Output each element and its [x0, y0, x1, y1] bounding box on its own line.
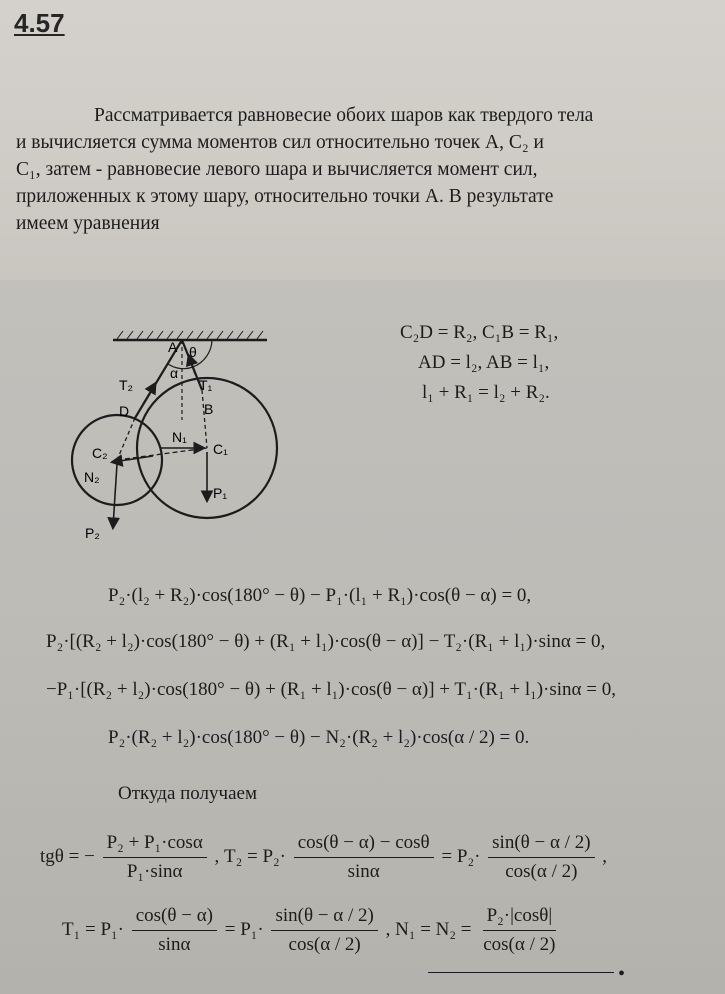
equation-4: P₂·(R₂ + l₂)·cos(180° − θ) − N₂·(R₂ + l₂)·cos(α / 2) = 0.: [108, 727, 530, 748]
t2-lhs: , T₂ = P₂·: [214, 845, 286, 867]
tg-lhs: tgθ = −: [40, 845, 95, 867]
t1-fraction-2: [271, 905, 377, 956]
label-B: B: [204, 401, 214, 417]
t1-numerator-1: cos(θ − α): [132, 905, 217, 931]
otkuda-label: Откуда получаем: [118, 783, 257, 804]
end-dot: •: [618, 963, 626, 985]
t2-fraction-2: [488, 832, 594, 883]
t2-end: ,: [602, 845, 608, 867]
t1-fraction-1: [132, 905, 217, 956]
label-theta: θ: [189, 344, 197, 360]
problem-number: 4.57: [14, 8, 65, 38]
paragraph-line: Рассматривается равновесие обоих шаров как твердого тела: [94, 105, 594, 126]
n-numerator: P₂·|cosθ|: [483, 905, 557, 931]
label-D: D: [119, 403, 130, 419]
t1-lhs: T₁ = P₁·: [62, 918, 124, 940]
tg-denominator: P₁·sinα: [126, 861, 183, 882]
problem-paragraph: [16, 102, 716, 237]
definition-line: C₂D = R₂, C₁B = R₁,: [400, 322, 559, 343]
t2-denominator-1: sinα: [347, 861, 380, 882]
n-fraction: [479, 905, 559, 956]
n-denominator: cos(α / 2): [483, 934, 556, 955]
T2-arrow: [143, 384, 155, 404]
label-C1: C₁: [213, 441, 228, 457]
label-N2: N₂: [84, 469, 100, 485]
definition-line: AD = l₂, AB = l₁,: [418, 352, 550, 373]
label-A: A: [168, 339, 178, 355]
label-alpha: α: [170, 365, 179, 381]
two-balls-figure: [55, 320, 295, 555]
equation-1: P₂·(l₂ + R₂)·cos(180° − θ) − P₁·(l₁ + R₁)·cos(θ − α) = 0,: [108, 585, 532, 606]
P2-arrow: [113, 464, 117, 527]
result-line-1: [40, 832, 607, 883]
t1-numerator-2: sin(θ − α / 2): [271, 905, 377, 931]
t2-fraction-1: [294, 832, 434, 883]
n-lhs: , N₁ = N₂ =: [385, 918, 472, 940]
definition-line: l₁ + R₁ = l₂ + R₂.: [422, 382, 550, 403]
tg-fraction: [103, 832, 207, 883]
label-P2: P₂: [85, 525, 100, 541]
paragraph-line: и вычисляется сумма моментов сил относительно точек A, C₂ и: [16, 132, 544, 153]
t2-denominator-2: cos(α / 2): [505, 861, 578, 882]
t2-numerator-2: sin(θ − α / 2): [488, 832, 594, 858]
t1-denominator-1: sinα: [158, 934, 191, 955]
paragraph-line: имеем уравнения: [16, 213, 160, 234]
equation-3: −P₁·[(R₂ + l₂)·cos(180° − θ) + (R₁ + l₁)·cos(θ − α)] + T₁·(R₁ + l₁)·sinα = 0,: [46, 679, 616, 700]
tg-numerator: P₂ + P₁·cosα: [103, 832, 207, 858]
label-T2: T₂: [119, 377, 133, 393]
paragraph-line: приложенных к этому шару, относительно точки A. В результате: [16, 186, 554, 207]
geometry-definitions: [400, 318, 558, 408]
ceiling: [113, 331, 267, 340]
result-line-2: [62, 905, 562, 956]
label-T1: T₁: [199, 377, 213, 393]
t2-mid: = P₂·: [441, 845, 481, 867]
paragraph-line: C₁, затем - равновесие левого шара и вычисляется момент сил,: [16, 159, 538, 180]
right-dashed: [202, 390, 207, 448]
label-P1: P₁: [213, 485, 228, 501]
left-dashed: [117, 418, 135, 460]
t2-numerator-1: cos(θ − α) − cosθ: [294, 832, 434, 858]
label-N1: N₁: [172, 429, 187, 445]
answer-underline: [428, 972, 614, 973]
equation-2: P₂·[(R₂ + l₂)·cos(180° − θ) + (R₁ + l₁)·cos(θ − α)] − T₂·(R₁ + l₁)·sinα = 0,: [46, 631, 606, 652]
t1-mid: = P₁·: [224, 918, 264, 940]
label-C2: C₂: [92, 445, 108, 461]
t1-denominator-2: cos(α / 2): [288, 934, 361, 955]
